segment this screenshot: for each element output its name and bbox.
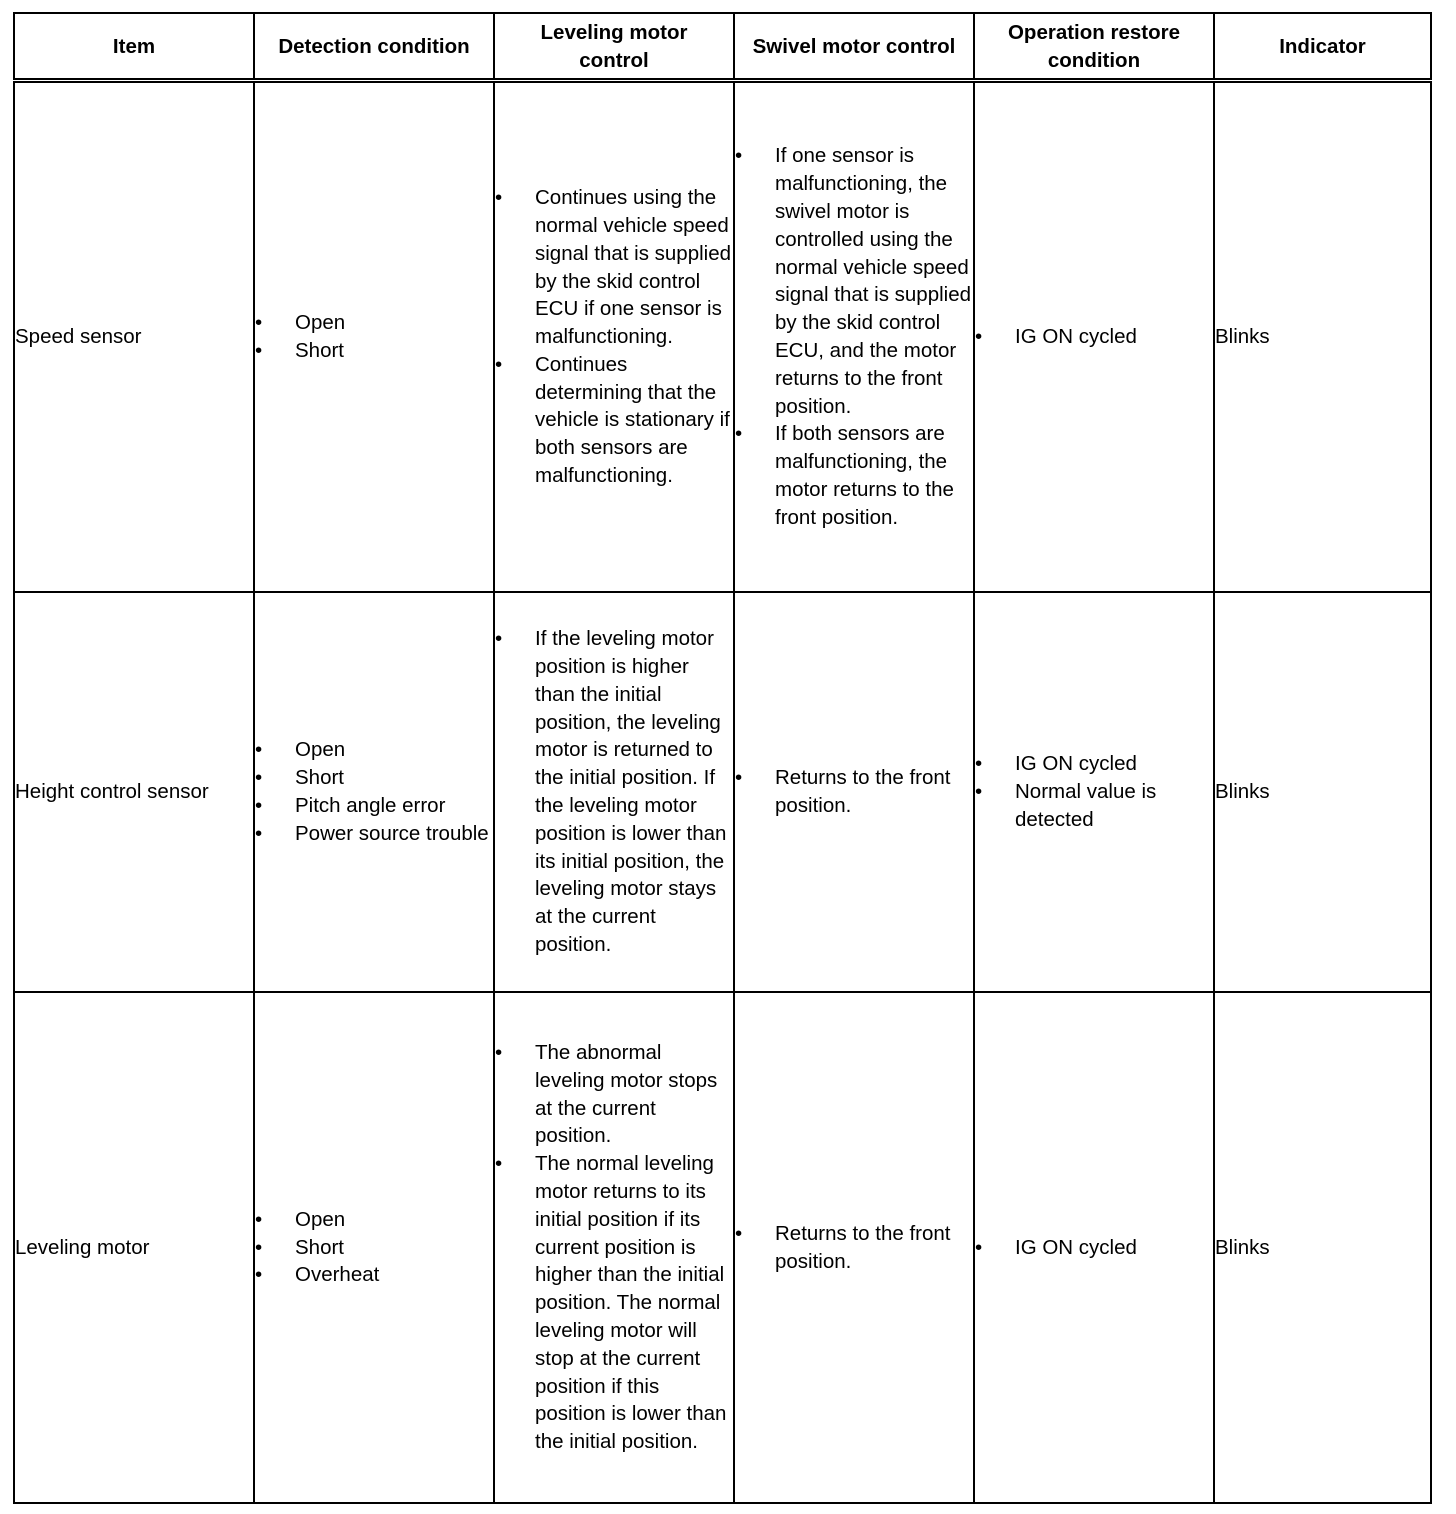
indicator-cell: Blinks	[1214, 81, 1431, 593]
item-cell: Height control sensor	[14, 592, 254, 992]
detection-cell	[254, 592, 494, 992]
list-item: • Returns to the front position.	[735, 1220, 973, 1276]
detection-cell	[254, 81, 494, 593]
header-item: Item	[14, 13, 254, 81]
list-item: • If one sensor is malfunctioning, the swivel motor is controlled using the normal vehicle speed signal that is supplied by the skid control ECU, and the motor returns to the front position.	[735, 142, 973, 420]
list-item: • Normal value is detected	[975, 778, 1213, 834]
list-item: • Short	[255, 337, 493, 365]
detection-list	[255, 309, 493, 365]
table-row	[14, 81, 1431, 593]
leveling-list	[495, 1039, 733, 1456]
item-cell: Speed sensor	[14, 81, 254, 593]
detection-list	[255, 736, 493, 847]
leveling-list	[495, 184, 733, 490]
list-item: • The normal leveling motor returns to its initial position if its current position is higher than the initial position. The normal leveling motor will stop at the current position if this position is lower than the initial position.	[495, 1150, 733, 1456]
swivel-list	[735, 1220, 973, 1276]
item-cell: Leveling motor	[14, 992, 254, 1503]
restore-cell	[974, 592, 1214, 992]
header-indicator: Indicator	[1214, 13, 1431, 81]
restore-cell	[974, 992, 1214, 1503]
leveling-cell	[494, 592, 734, 992]
restore-list	[975, 1234, 1213, 1262]
list-item: • The abnormal leveling motor stops at the current position.	[495, 1039, 733, 1150]
header-leveling-motor-control: Leveling motor control	[494, 13, 734, 81]
list-item: • Continues determining that the vehicle is stationary if both sensors are malfunctioning.	[495, 351, 733, 490]
table-row	[14, 592, 1431, 992]
header-operation-restore-condition: Operation restore condition	[974, 13, 1214, 81]
list-item: • IG ON cycled	[975, 323, 1213, 351]
list-item: • Open	[255, 736, 493, 764]
header-swivel-motor-control: Swivel motor control	[734, 13, 974, 81]
list-item: • Open	[255, 1206, 493, 1234]
indicator-cell: Blinks	[1214, 992, 1431, 1503]
list-item: • If the leveling motor position is higher than the initial position, the leveling motor is returned to the initial position. If the leveling motor position is lower than its initial position, the leveling motor stays at the current position.	[495, 625, 733, 959]
list-item: • IG ON cycled	[975, 1234, 1213, 1262]
restore-list	[975, 750, 1213, 833]
list-item: • Continues using the normal vehicle speed signal that is supplied by the skid control ECU if one sensor is malfunctioning.	[495, 184, 733, 351]
list-item: • Short	[255, 1234, 493, 1262]
list-item: • Overheat	[255, 1261, 493, 1289]
detection-list	[255, 1206, 493, 1289]
swivel-list	[735, 142, 973, 531]
swivel-cell	[734, 81, 974, 593]
list-item: • Short	[255, 764, 493, 792]
list-item: • Returns to the front position.	[735, 764, 973, 820]
list-item: • If both sensors are malfunctioning, the motor returns to the front position.	[735, 420, 973, 531]
diagnosis-table	[13, 12, 1432, 1504]
restore-list	[975, 323, 1213, 351]
leveling-list	[495, 625, 733, 959]
list-item: • IG ON cycled	[975, 750, 1213, 778]
indicator-cell: Blinks	[1214, 592, 1431, 992]
leveling-cell	[494, 81, 734, 593]
detection-cell	[254, 992, 494, 1503]
header-detection-condition: Detection condition	[254, 13, 494, 81]
swivel-cell	[734, 992, 974, 1503]
swivel-list	[735, 764, 973, 820]
swivel-cell	[734, 592, 974, 992]
list-item: • Pitch angle error	[255, 792, 493, 820]
restore-cell	[974, 81, 1214, 593]
header-row	[14, 13, 1431, 81]
list-item: • Power source trouble	[255, 820, 493, 848]
leveling-cell	[494, 992, 734, 1503]
list-item: • Open	[255, 309, 493, 337]
table-row	[14, 992, 1431, 1503]
